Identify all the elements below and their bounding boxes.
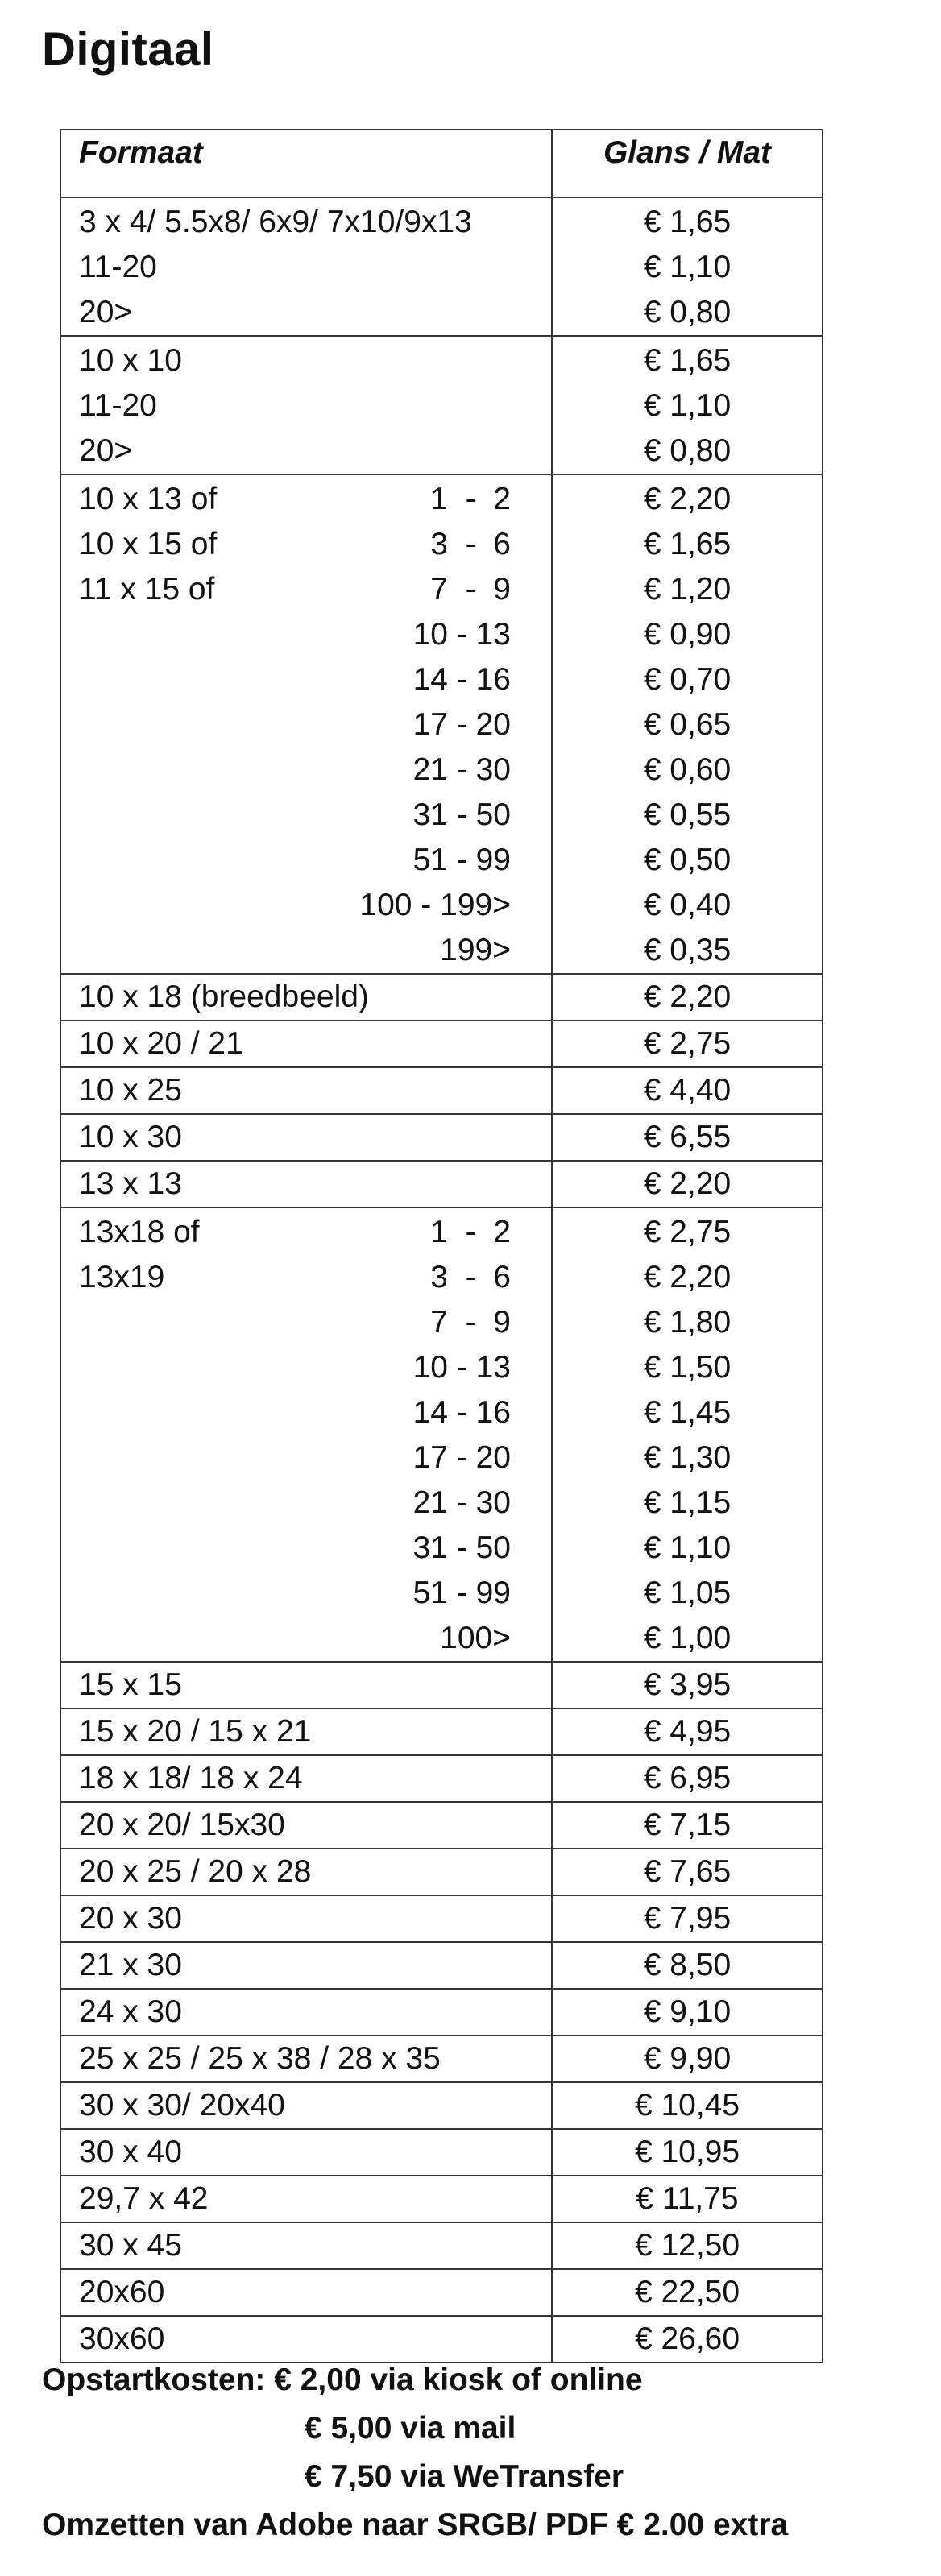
- table-row: [60, 1989, 823, 2036]
- price-value: € 2,20: [643, 979, 732, 1014]
- price-value: € 0,40: [643, 888, 732, 922]
- format-line: [61, 383, 551, 429]
- table-row: [60, 1207, 823, 1662]
- format-text: 10 x 15 of: [79, 527, 218, 561]
- format-line: [61, 1481, 551, 1526]
- table-header-row: [60, 130, 823, 197]
- format-text: 30 x 45: [79, 2228, 182, 2263]
- format-cell: [60, 1021, 552, 1067]
- format-text: 13 x 13: [79, 1166, 182, 1201]
- table-row: [60, 336, 823, 474]
- format-line: [61, 2223, 551, 2268]
- format-line: [61, 2083, 551, 2128]
- price-value: € 6,95: [643, 1761, 732, 1795]
- price-value: € 1,45: [643, 1395, 732, 1430]
- mail-cost-line: € 5,00 via mail: [305, 2411, 516, 2446]
- format-line: [61, 975, 551, 1020]
- format-cell: [60, 2129, 552, 2176]
- price-value: € 1,65: [643, 343, 732, 378]
- format-line: [61, 883, 551, 928]
- format-line: [61, 1345, 551, 1390]
- format-line: [61, 1021, 551, 1066]
- wetransfer-cost-line: € 7,50 via WeTransfer: [305, 2459, 624, 2494]
- format-line: [61, 2270, 551, 2315]
- format-line: [61, 1390, 551, 1435]
- price-value: € 1,20: [643, 572, 732, 607]
- quantity-range: 21 - 30: [412, 752, 511, 787]
- format-line: [61, 1162, 551, 1207]
- format-cell: [60, 474, 552, 974]
- format-line: [61, 200, 551, 245]
- format-cell: [60, 1708, 552, 1755]
- price-value: € 10,95: [634, 2135, 740, 2169]
- price-value: € 0,70: [643, 662, 732, 697]
- format-text: 25 x 25 / 25 x 38 / 28 x 35: [79, 2041, 441, 2076]
- price-value: € 1,15: [643, 1485, 732, 1520]
- format-text: 11-20: [79, 388, 157, 423]
- price-value: € 0,80: [643, 433, 732, 468]
- quantity-range: 3 - 6: [430, 527, 511, 561]
- quantity-range: 7 - 9: [430, 1305, 511, 1340]
- table-row: [60, 2176, 823, 2222]
- format-text: 20>: [79, 295, 133, 329]
- price-value: € 0,55: [643, 797, 732, 832]
- price-value: € 9,90: [643, 2041, 732, 2076]
- format-cell: [60, 1802, 552, 1849]
- format-line: [61, 1115, 551, 1160]
- format-text: 11-20: [79, 250, 157, 284]
- price-value: € 1,65: [643, 205, 732, 239]
- format-line: [61, 2176, 551, 2222]
- quantity-range: 199>: [440, 933, 511, 967]
- table-row: [60, 974, 823, 1021]
- price-value: € 1,10: [643, 388, 732, 423]
- price-value: € 22,50: [634, 2275, 740, 2309]
- table-row: [60, 1895, 823, 1942]
- format-line: [61, 1663, 551, 1708]
- format-line: [61, 1571, 551, 1616]
- format-line: [61, 1896, 551, 1941]
- format-line: [61, 522, 551, 567]
- price-cell: [552, 336, 823, 474]
- format-line: [61, 290, 551, 335]
- price-value: € 10,45: [634, 2088, 740, 2123]
- price-value: € 4,95: [643, 1714, 732, 1749]
- format-line: [61, 838, 551, 883]
- price-value: € 0,50: [643, 843, 732, 877]
- table-row: [60, 2036, 823, 2082]
- startup-cost-line: Opstartkosten: € 2,00 via kiosk of online: [42, 2363, 643, 2397]
- price-cell: [552, 974, 823, 1021]
- price-value: € 1,30: [643, 1440, 732, 1475]
- format-text: 20 x 25 / 20 x 28: [79, 1854, 312, 1889]
- price-value: € 0,90: [643, 617, 732, 652]
- format-cell: [60, 2036, 552, 2082]
- table-row: [60, 1114, 823, 1161]
- quantity-range: 7 - 9: [430, 572, 511, 607]
- format-line: [61, 1756, 551, 1801]
- table-row: [60, 1708, 823, 1755]
- price-cell: [552, 474, 823, 974]
- price-value: € 1,80: [643, 1305, 732, 1340]
- format-line: [61, 1990, 551, 2035]
- format-cell: [60, 1662, 552, 1708]
- price-cell: [552, 2269, 823, 2316]
- quantity-range: 3 - 6: [430, 1260, 511, 1294]
- price-cell: [552, 1755, 823, 1802]
- price-value: € 2,20: [643, 1166, 732, 1201]
- table-row: [60, 474, 823, 974]
- format-text: 18 x 18/ 18 x 24: [79, 1761, 303, 1795]
- table-row: [60, 1067, 823, 1114]
- format-line: [61, 2317, 551, 2362]
- price-value: € 2,75: [643, 1215, 732, 1249]
- format-text: 30x60: [79, 2321, 165, 2356]
- table-row: [60, 1755, 823, 1802]
- format-cell: [60, 1895, 552, 1942]
- quantity-range: 31 - 50: [412, 797, 511, 832]
- format-text: 10 x 10: [79, 343, 182, 378]
- price-value: € 2,20: [643, 1260, 732, 1294]
- format-line: [61, 1526, 551, 1571]
- price-cell: [552, 1207, 823, 1662]
- price-value: € 26,60: [634, 2321, 740, 2356]
- format-line: [61, 657, 551, 702]
- price-value: € 1,65: [643, 527, 732, 561]
- table-row: [60, 1942, 823, 1989]
- format-line: [61, 1435, 551, 1481]
- format-cell: [60, 1161, 552, 1207]
- format-cell: [60, 1755, 552, 1802]
- format-line: [61, 2130, 551, 2175]
- format-cell: [60, 974, 552, 1021]
- format-text: 15 x 15: [79, 1667, 182, 1702]
- quantity-range: 100 - 199>: [359, 888, 511, 922]
- format-line: [61, 2036, 551, 2081]
- price-value: € 7,15: [643, 1808, 732, 1842]
- format-text: 3 x 4/ 5.5x8/ 6x9/ 7x10/9x13: [79, 205, 472, 239]
- table-row: [60, 1161, 823, 1207]
- format-cell: [60, 1207, 552, 1662]
- format-line: [61, 928, 551, 973]
- format-cell: [60, 1067, 552, 1114]
- table-row: [60, 1021, 823, 1067]
- column-header-format: Formaat: [60, 130, 552, 197]
- conversion-cost-line: Omzetten van Adobe naar SRGB/ PDF € 2.00 extra: [42, 2508, 789, 2542]
- table-row: [60, 2082, 823, 2129]
- price-value: € 7,95: [643, 1901, 732, 1936]
- format-line: [61, 477, 551, 522]
- price-cell: [552, 2176, 823, 2222]
- price-value: € 2,75: [643, 1026, 732, 1061]
- format-cell: [60, 2269, 552, 2316]
- format-text: 15 x 20 / 15 x 21: [79, 1714, 312, 1749]
- page-title: Digitaal: [42, 23, 214, 76]
- format-cell: [60, 2176, 552, 2222]
- format-text: 10 x 18 (breedbeeld): [79, 979, 369, 1014]
- format-line: [61, 1616, 551, 1661]
- format-text: 10 x 20 / 21: [79, 1026, 243, 1061]
- format-text: 20x60: [79, 2275, 165, 2309]
- price-value: € 1,05: [643, 1576, 732, 1610]
- format-text: 10 x 25: [79, 1073, 182, 1108]
- format-text: 29,7 x 42: [79, 2181, 209, 2216]
- format-text: 10 x 13 of: [79, 482, 218, 516]
- price-value: € 1,00: [643, 1621, 732, 1655]
- price-cell: [552, 2129, 823, 2176]
- price-cell: [552, 197, 823, 336]
- price-value: € 12,50: [634, 2228, 740, 2263]
- price-value: € 2,20: [643, 482, 732, 516]
- price-value: € 1,10: [643, 250, 732, 284]
- price-cell: [552, 1067, 823, 1114]
- format-cell: [60, 1849, 552, 1895]
- format-text: 13x18 of: [79, 1215, 200, 1249]
- format-cell: [60, 1989, 552, 2036]
- table-row: [60, 1662, 823, 1708]
- format-text: 20 x 30: [79, 1901, 182, 1936]
- price-cell: [552, 1849, 823, 1895]
- quantity-range: 1 - 2: [430, 482, 511, 516]
- format-line: [61, 1068, 551, 1113]
- format-line: [61, 338, 551, 383]
- format-text: 24 x 30: [79, 1994, 182, 2029]
- price-value: € 0,65: [643, 707, 732, 742]
- format-cell: [60, 2222, 552, 2269]
- format-line: [61, 1803, 551, 1848]
- format-line: [61, 748, 551, 793]
- format-line: [61, 429, 551, 474]
- quantity-range: 100>: [440, 1621, 511, 1655]
- table-row: [60, 1802, 823, 1849]
- format-line: [61, 702, 551, 748]
- table-row: [60, 197, 823, 336]
- quantity-range: 17 - 20: [412, 707, 511, 742]
- price-cell: [552, 2222, 823, 2269]
- format-cell: [60, 2082, 552, 2129]
- format-text: 13x19: [79, 1260, 165, 1294]
- format-line: [61, 567, 551, 612]
- price-value: € 1,10: [643, 1530, 732, 1565]
- table-row: [60, 2222, 823, 2269]
- price-value: € 8,50: [643, 1948, 732, 1982]
- format-text: 20 x 20/ 15x30: [79, 1808, 285, 1842]
- format-cell: [60, 336, 552, 474]
- price-value: € 1,50: [643, 1350, 732, 1385]
- format-line: [61, 1210, 551, 1255]
- table-row: [60, 2129, 823, 2176]
- price-cell: [552, 2082, 823, 2129]
- quantity-range: 14 - 16: [412, 662, 511, 697]
- quantity-range: 1 - 2: [430, 1215, 511, 1249]
- price-cell: [552, 1802, 823, 1849]
- format-cell: [60, 1114, 552, 1161]
- format-line: [61, 1255, 551, 1300]
- price-cell: [552, 1114, 823, 1161]
- price-value: € 3,95: [643, 1667, 732, 1702]
- price-value: € 7,65: [643, 1854, 732, 1889]
- price-value: € 0,80: [643, 295, 732, 329]
- price-table: [60, 129, 823, 2363]
- price-cell: [552, 1662, 823, 1708]
- price-value: € 9,10: [643, 1994, 732, 2029]
- quantity-range: 17 - 20: [412, 1440, 511, 1475]
- format-line: [61, 612, 551, 657]
- format-line: [61, 1300, 551, 1345]
- price-cell: [552, 1161, 823, 1207]
- format-text: 20>: [79, 433, 133, 468]
- price-cell: [552, 1989, 823, 2036]
- quantity-range: 51 - 99: [412, 843, 511, 877]
- quantity-range: 51 - 99: [412, 1576, 511, 1610]
- quantity-range: 10 - 13: [412, 1350, 511, 1385]
- format-line: [61, 245, 551, 290]
- format-cell: [60, 1942, 552, 1989]
- price-table-body: [60, 197, 823, 2363]
- format-text: 11 x 15 of: [79, 572, 215, 607]
- price-value: € 11,75: [636, 2181, 739, 2216]
- price-value: € 6,55: [643, 1120, 732, 1154]
- table-row: [60, 2269, 823, 2316]
- table-row: [60, 1849, 823, 1895]
- price-cell: [552, 1708, 823, 1755]
- format-text: 10 x 30: [79, 1120, 182, 1154]
- format-cell: [60, 197, 552, 336]
- column-header-price: Glans / Mat: [552, 130, 823, 197]
- price-cell: [552, 1021, 823, 1067]
- format-line: [61, 793, 551, 838]
- format-line: [61, 1709, 551, 1754]
- quantity-range: 14 - 16: [412, 1395, 511, 1430]
- format-line: [61, 1849, 551, 1895]
- price-value: € 0,35: [643, 933, 732, 967]
- price-cell: [552, 2036, 823, 2082]
- price-value: € 4,40: [643, 1073, 732, 1108]
- price-value: € 0,60: [643, 752, 732, 787]
- quantity-range: 31 - 50: [412, 1530, 511, 1565]
- format-text: 30 x 40: [79, 2135, 182, 2169]
- format-text: 30 x 30/ 20x40: [79, 2088, 285, 2123]
- format-text: 21 x 30: [79, 1948, 182, 1982]
- format-line: [61, 1943, 551, 1988]
- quantity-range: 10 - 13: [412, 617, 511, 652]
- price-cell: [552, 1942, 823, 1989]
- quantity-range: 21 - 30: [412, 1485, 511, 1520]
- price-cell: [552, 1895, 823, 1942]
